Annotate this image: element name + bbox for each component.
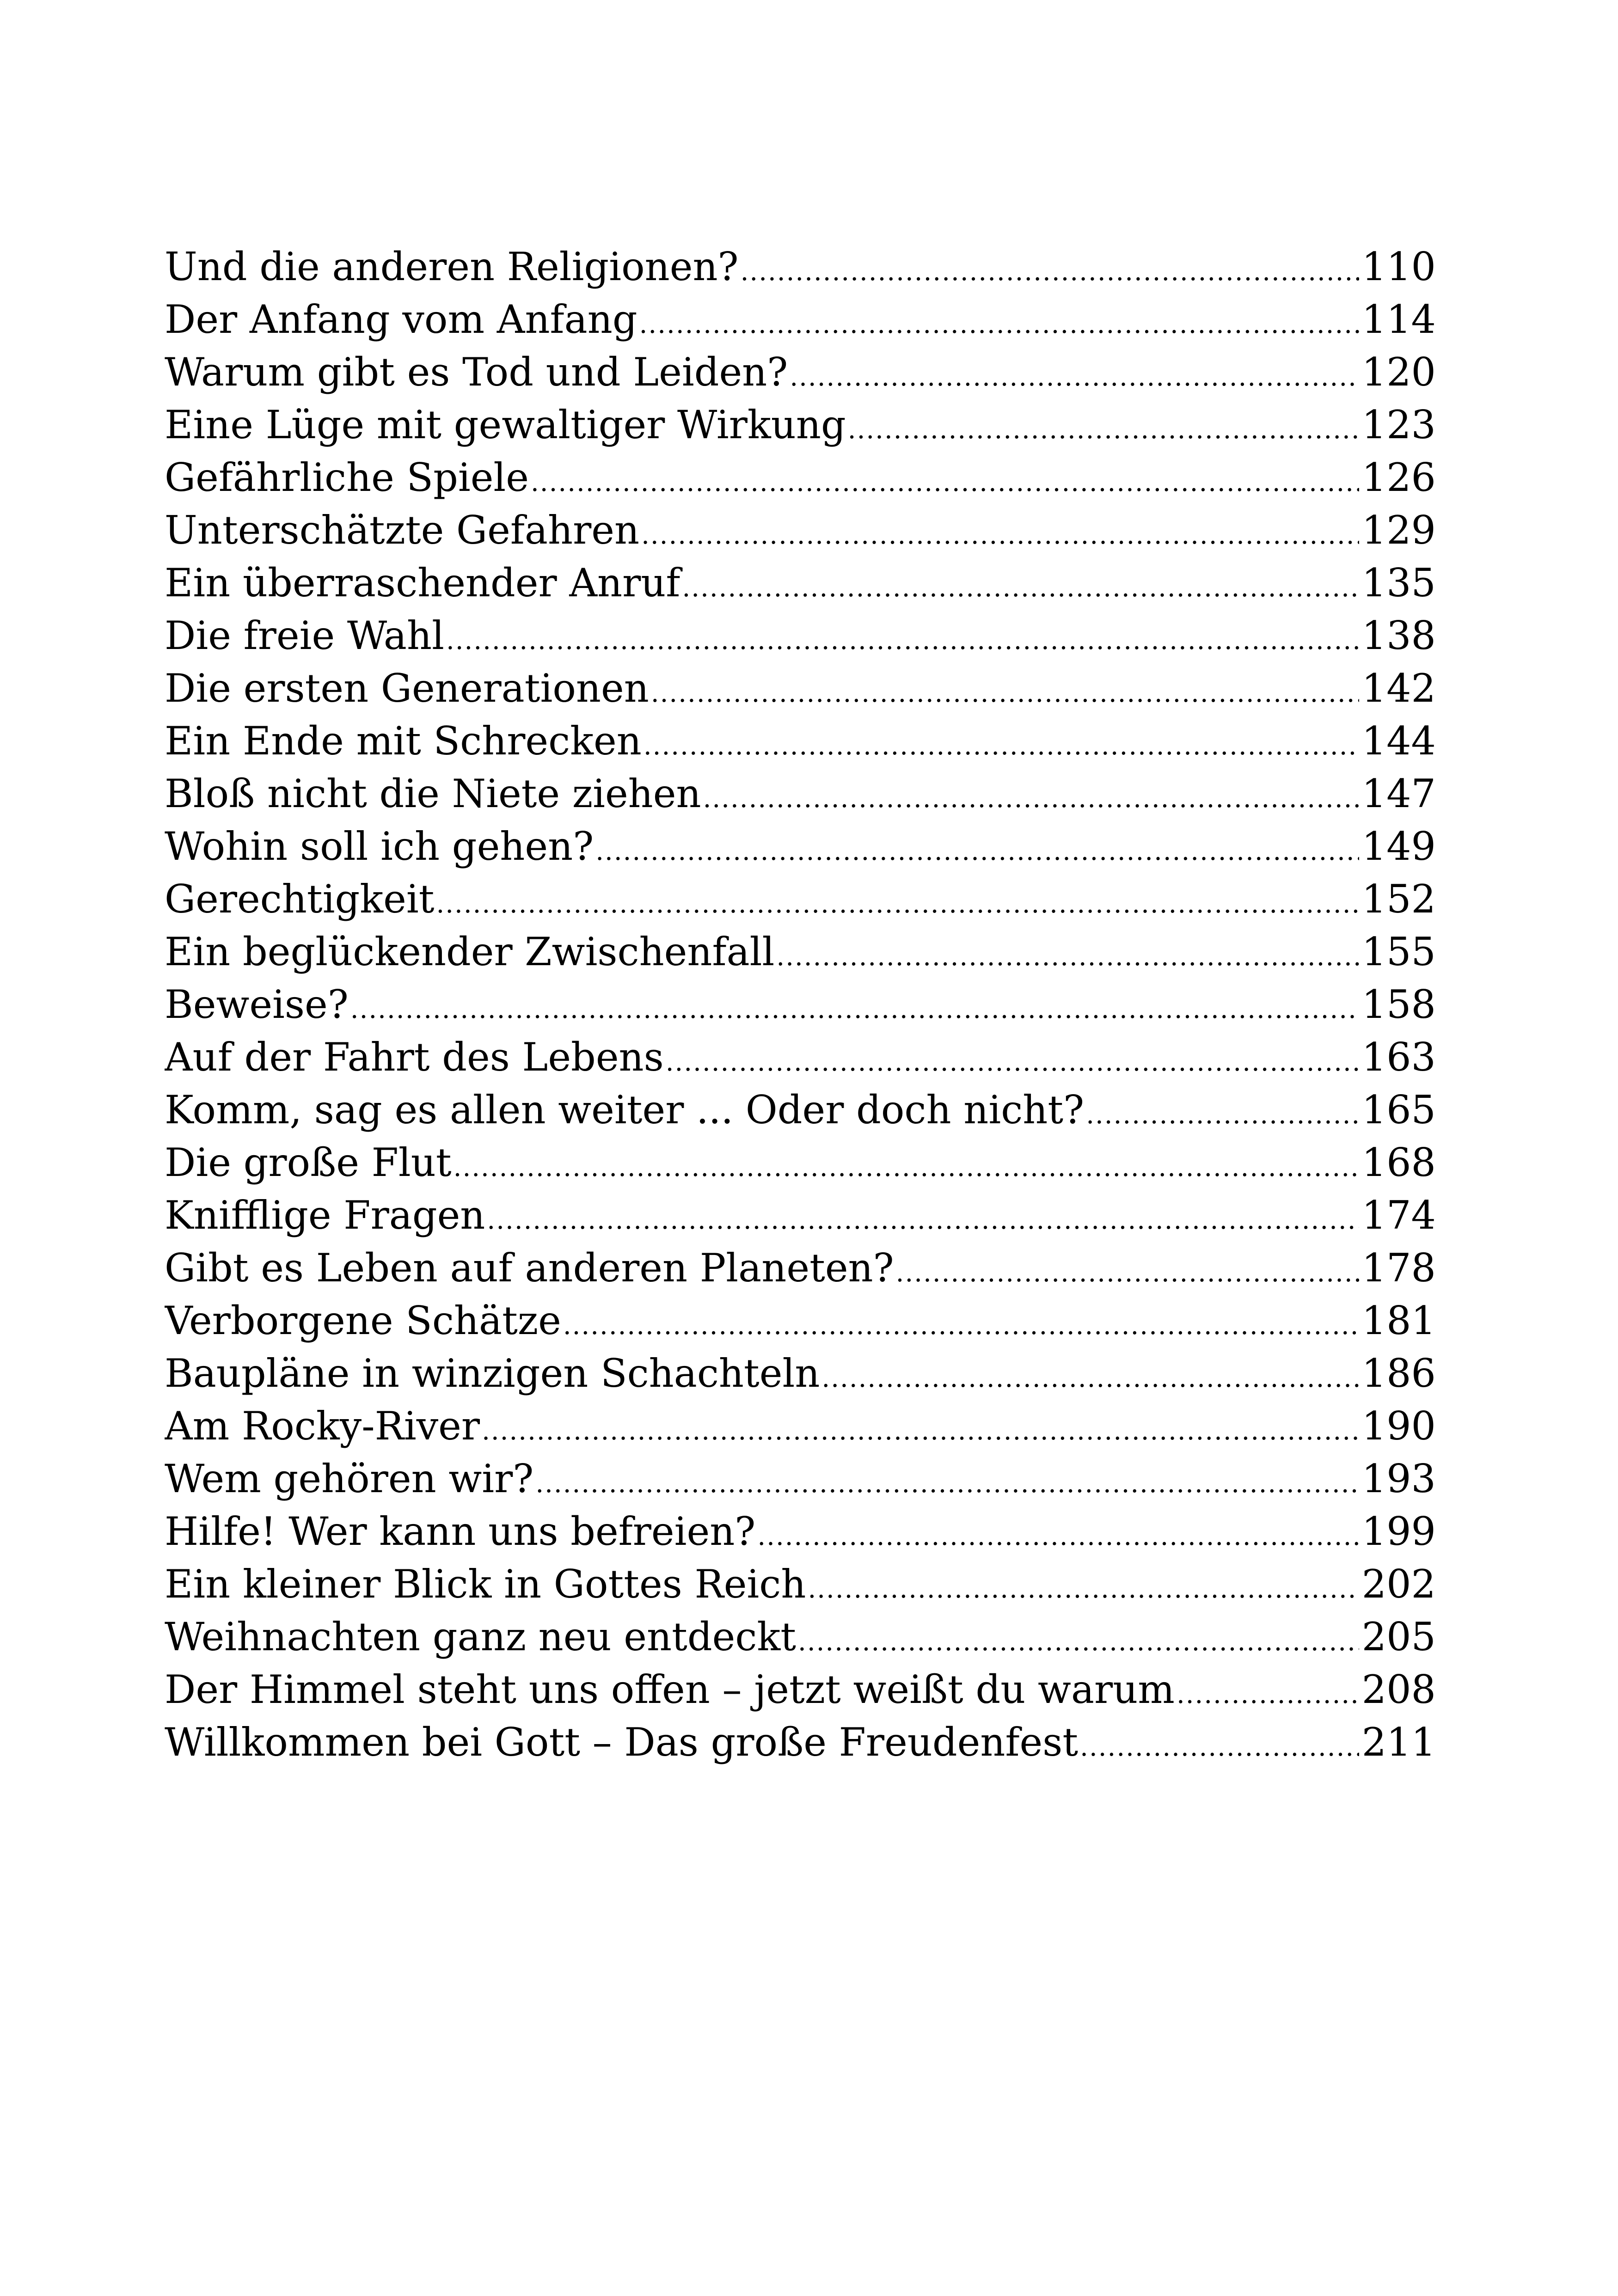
toc-dot-leader <box>682 562 1359 609</box>
toc-entry[interactable] <box>165 1452 1436 1505</box>
toc-entry-page-number: 155 <box>1361 929 1436 974</box>
toc-entry-page-number: 114 <box>1361 297 1436 342</box>
toc-entry[interactable] <box>165 504 1436 557</box>
toc-dot-leader <box>644 720 1359 767</box>
toc-dot-leader <box>666 1036 1359 1084</box>
toc-entry-page-number: 142 <box>1361 666 1436 711</box>
toc-entry[interactable] <box>165 978 1436 1031</box>
toc-entry-title: Ein überraschender Anruf <box>165 560 680 606</box>
toc-dot-leader <box>639 298 1359 346</box>
toc-entry[interactable] <box>165 1558 1436 1610</box>
toc-entry-title: Gibt es Leben auf anderen Planeten? <box>165 1245 894 1291</box>
toc-entry-title: Am Rocky-River <box>165 1403 480 1449</box>
toc-entry-page-number: 120 <box>1361 349 1436 395</box>
toc-entry[interactable] <box>165 398 1436 451</box>
toc-entry[interactable] <box>165 609 1436 662</box>
toc-dot-leader <box>651 667 1359 715</box>
table-of-contents <box>165 240 1436 1769</box>
toc-entry-title: Auf der Fahrt des Lebens <box>165 1035 664 1080</box>
toc-entry[interactable] <box>165 1505 1436 1558</box>
toc-entry-title: Die große Flut <box>165 1140 452 1185</box>
toc-entry-page-number: 208 <box>1361 1667 1436 1712</box>
toc-dot-leader <box>482 1405 1359 1452</box>
toc-entry-title: Wohin soll ich gehen? <box>165 824 594 869</box>
toc-entry[interactable] <box>165 1610 1436 1663</box>
toc-entry-page-number: 152 <box>1361 876 1436 922</box>
toc-entry-title: Gerechtigkeit <box>165 876 435 922</box>
toc-entry-page-number: 211 <box>1361 1720 1436 1765</box>
toc-dot-leader <box>595 825 1359 873</box>
toc-entry[interactable] <box>165 1347 1436 1400</box>
toc-dot-leader <box>703 772 1359 820</box>
toc-entry-title: Der Himmel steht uns offen – jetzt weißt du warum <box>165 1667 1175 1712</box>
toc-dot-leader <box>563 1299 1359 1347</box>
toc-entry-page-number: 174 <box>1361 1193 1436 1238</box>
toc-dot-leader <box>798 1616 1359 1663</box>
toc-entry-title: Eine Lüge mit gewaltiger Wirkung <box>165 402 846 447</box>
toc-entry-title: Der Anfang vom Anfang <box>165 297 637 342</box>
toc-entry[interactable] <box>165 1189 1436 1242</box>
toc-entry[interactable] <box>165 1136 1436 1189</box>
toc-entry-page-number: 205 <box>1361 1614 1436 1659</box>
toc-dot-leader <box>741 245 1359 293</box>
toc-dot-leader <box>436 878 1359 925</box>
toc-entry[interactable] <box>165 925 1436 978</box>
toc-entry-page-number: 158 <box>1361 982 1436 1027</box>
toc-dot-leader <box>641 509 1359 557</box>
toc-entry-title: Gefährliche Spiele <box>165 455 529 500</box>
toc-entry-page-number: 144 <box>1361 718 1436 764</box>
toc-entry[interactable] <box>165 1400 1436 1452</box>
toc-dot-leader <box>446 614 1359 662</box>
toc-entry-title: Die ersten Generationen <box>165 666 649 711</box>
toc-entry-page-number: 163 <box>1361 1035 1436 1080</box>
toc-entry[interactable] <box>165 767 1436 820</box>
toc-entry-page-number: 149 <box>1361 824 1436 869</box>
toc-entry-title: Verborgene Schätze <box>165 1298 561 1343</box>
toc-entry-page-number: 165 <box>1361 1087 1436 1133</box>
toc-entry-page-number: 190 <box>1361 1403 1436 1449</box>
toc-entry-page-number: 129 <box>1361 508 1436 553</box>
toc-dot-leader <box>896 1247 1359 1294</box>
toc-entry[interactable] <box>165 873 1436 925</box>
toc-entry[interactable] <box>165 240 1436 293</box>
toc-entry-title: Die freie Wahl <box>165 613 444 658</box>
toc-dot-leader <box>1080 1721 1359 1769</box>
toc-entry-title: Beweise? <box>165 982 349 1027</box>
toc-entry-title: Unterschätzte Gefahren <box>165 508 640 553</box>
toc-entry-title: Komm, sag es allen weiter ... Oder doch nicht? <box>165 1087 1085 1133</box>
toc-dot-leader <box>848 404 1359 451</box>
toc-entry[interactable] <box>165 1084 1436 1136</box>
toc-entry-page-number: 199 <box>1361 1509 1436 1554</box>
toc-entry-page-number: 202 <box>1361 1561 1436 1607</box>
toc-entry-title: Warum gibt es Tod und Leiden? <box>165 349 788 395</box>
toc-entry-page-number: 181 <box>1361 1298 1436 1343</box>
toc-entry-page-number: 138 <box>1361 613 1436 658</box>
toc-entry[interactable] <box>165 346 1436 398</box>
toc-entry-title: Baupläne in winzigen Schachteln <box>165 1351 820 1396</box>
toc-entry-page-number: 110 <box>1361 244 1436 289</box>
toc-entry[interactable] <box>165 1294 1436 1347</box>
toc-dot-leader <box>454 1141 1359 1189</box>
toc-entry-title: Und die anderen Religionen? <box>165 244 739 289</box>
toc-dot-leader <box>776 931 1359 978</box>
toc-entry-title: Willkommen bei Gott – Das große Freudenfest <box>165 1720 1079 1765</box>
toc-entry-title: Bloß nicht die Niete ziehen <box>165 771 701 816</box>
toc-entry-page-number: 186 <box>1361 1351 1436 1396</box>
toc-entry-title: Ein Ende mit Schrecken <box>165 718 642 764</box>
toc-entry[interactable] <box>165 557 1436 609</box>
toc-entry[interactable] <box>165 1242 1436 1294</box>
toc-entry-page-number: 147 <box>1361 771 1436 816</box>
toc-entry[interactable] <box>165 451 1436 504</box>
toc-dot-leader <box>535 1457 1359 1505</box>
toc-entry-page-number: 193 <box>1361 1456 1436 1501</box>
toc-entry-title: Ein kleiner Blick in Gottes Reich <box>165 1561 806 1607</box>
toc-entry-title: Hilfe! Wer kann uns befreien? <box>165 1509 756 1554</box>
toc-entry-page-number: 135 <box>1361 560 1436 606</box>
toc-dot-leader <box>487 1194 1359 1242</box>
toc-dot-leader <box>1086 1089 1359 1136</box>
toc-entry[interactable] <box>165 1716 1436 1769</box>
toc-entry-page-number: 123 <box>1361 402 1436 447</box>
toc-dot-leader <box>757 1510 1359 1558</box>
toc-entry-title: Ein beglückender Zwischenfall <box>165 929 775 974</box>
toc-dot-leader <box>531 456 1359 504</box>
toc-entry[interactable] <box>165 662 1436 715</box>
toc-entry[interactable] <box>165 1031 1436 1084</box>
toc-dot-leader <box>350 983 1359 1031</box>
toc-dot-leader <box>821 1352 1359 1400</box>
toc-entry-page-number: 126 <box>1361 455 1436 500</box>
toc-entry-page-number: 168 <box>1361 1140 1436 1185</box>
toc-entry-page-number: 178 <box>1361 1245 1436 1291</box>
toc-entry[interactable] <box>165 715 1436 767</box>
toc-dot-leader <box>808 1563 1359 1610</box>
toc-dot-leader <box>790 351 1359 398</box>
toc-entry[interactable] <box>165 820 1436 873</box>
toc-entry[interactable] <box>165 1663 1436 1716</box>
toc-dot-leader <box>1177 1668 1359 1716</box>
toc-entry-title: Wem gehören wir? <box>165 1456 534 1501</box>
toc-entry-title: Weihnachten ganz neu entdeckt <box>165 1614 797 1659</box>
toc-entry[interactable] <box>165 293 1436 346</box>
toc-entry-title: Knifflige Fragen <box>165 1193 485 1238</box>
